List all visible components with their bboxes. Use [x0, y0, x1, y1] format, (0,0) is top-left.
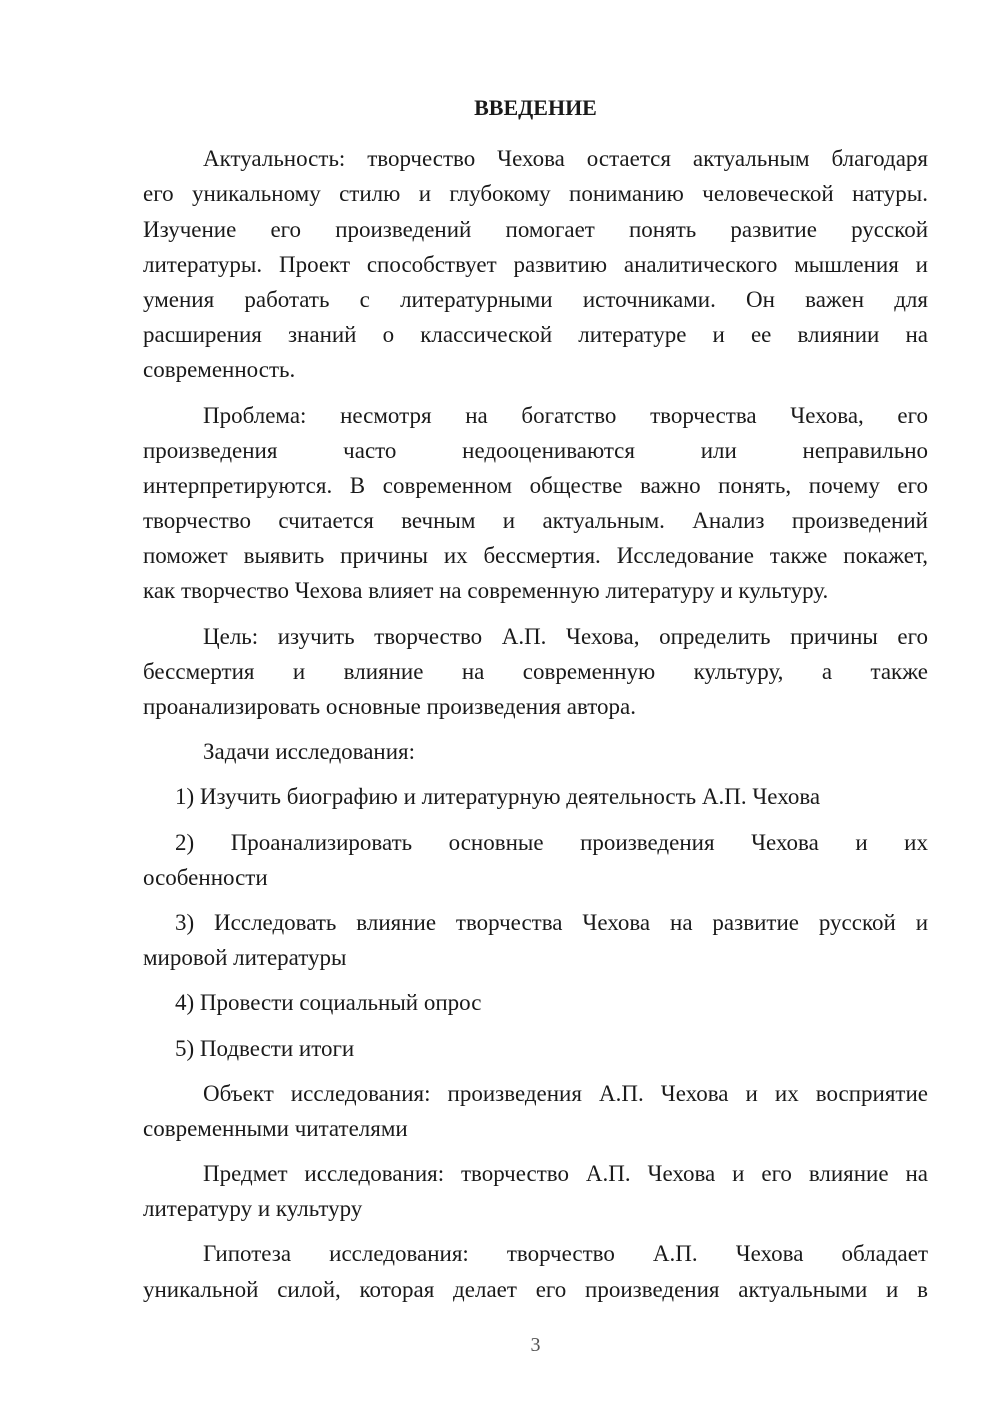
text-line: поможет выявить причины их бессмертия. Исследование также покажет, — [143, 543, 928, 569]
text-line: как творчество Чехова влияет на современную литературу и культуру. — [143, 578, 829, 604]
text-line: Цель: изучить творчество А.П. Чехова, определить причины его — [203, 623, 928, 649]
task-item — [143, 905, 928, 975]
text-line: 5) Подвести итоги — [175, 1035, 355, 1061]
text-line: литературу и культуру — [143, 1196, 363, 1222]
text-line: особенности — [143, 864, 268, 890]
task-item — [143, 825, 928, 895]
text-line: Проблема: несмотря на богатство творчества Чехова, его — [203, 402, 928, 428]
text-line: 4) Провести социальный опрос — [175, 990, 482, 1016]
object-paragraph — [143, 1076, 928, 1146]
text-line: Задачи исследования: — [203, 739, 416, 765]
task-item — [143, 985, 928, 1020]
text-line: произведения часто недооцениваются или неправильно — [143, 437, 928, 463]
relevance-paragraph — [143, 141, 928, 387]
text-line: литературы. Проект способствует развитию аналитического мышления и — [143, 251, 928, 277]
goal-paragraph — [143, 619, 928, 725]
text-line: 3) Исследовать влияние творчества Чехова на развитие русской и — [175, 909, 928, 935]
text-line: умения работать с литературными источниками. Он важен для — [143, 286, 928, 312]
section-heading: ВВЕДЕНИЕ — [474, 95, 597, 120]
text-line: современными читателями — [143, 1115, 408, 1141]
text-line: проанализировать основные произведения автора. — [143, 694, 636, 720]
task-item — [143, 1031, 928, 1066]
text-line: Актуальность: творчество Чехова остается актуальным благодаря — [203, 146, 928, 172]
task-item — [143, 779, 928, 814]
text-line: 2) Проанализировать основные произведения Чехова и их — [175, 829, 928, 855]
text-line: Изучение его произведений помогает понять развитие русской — [143, 216, 928, 242]
page-number: 3 — [530, 1334, 541, 1356]
document-page — [143, 90, 928, 1317]
text-line: 1) Изучить биографию и литературную деятельность А.П. Чехова — [175, 784, 821, 810]
text-line: мировой литературы — [143, 945, 347, 971]
text-line: Предмет исследования: творчество А.П. Чехова и его влияние на — [203, 1161, 928, 1187]
text-line: интерпретируются. В современном обществе важно понять, почему его — [143, 472, 928, 498]
text-line: Объект исследования: произведения А.П. Чехова и их восприятие — [203, 1080, 928, 1106]
text-line: расширения знаний о классической литературе и ее влиянии на — [143, 322, 928, 348]
text-line: Гипотеза исследования: творчество А.П. Чехова обладает — [203, 1241, 928, 1267]
hypothesis-paragraph — [143, 1236, 928, 1306]
text-line: бессмертия и влияние на современную культуру, а также — [143, 658, 928, 684]
text-line: уникальной силой, которая делает его произведения актуальными и в — [143, 1276, 928, 1302]
problem-paragraph — [143, 398, 928, 609]
tasks-heading-paragraph — [143, 734, 928, 769]
text-line: его уникальному стилю и глубокому пониманию человеческой натуры. — [143, 181, 928, 207]
subject-paragraph — [143, 1156, 928, 1226]
text-line: творчество считается вечным и актуальным. Анализ произведений — [143, 508, 928, 534]
text-line: современность. — [143, 357, 296, 383]
